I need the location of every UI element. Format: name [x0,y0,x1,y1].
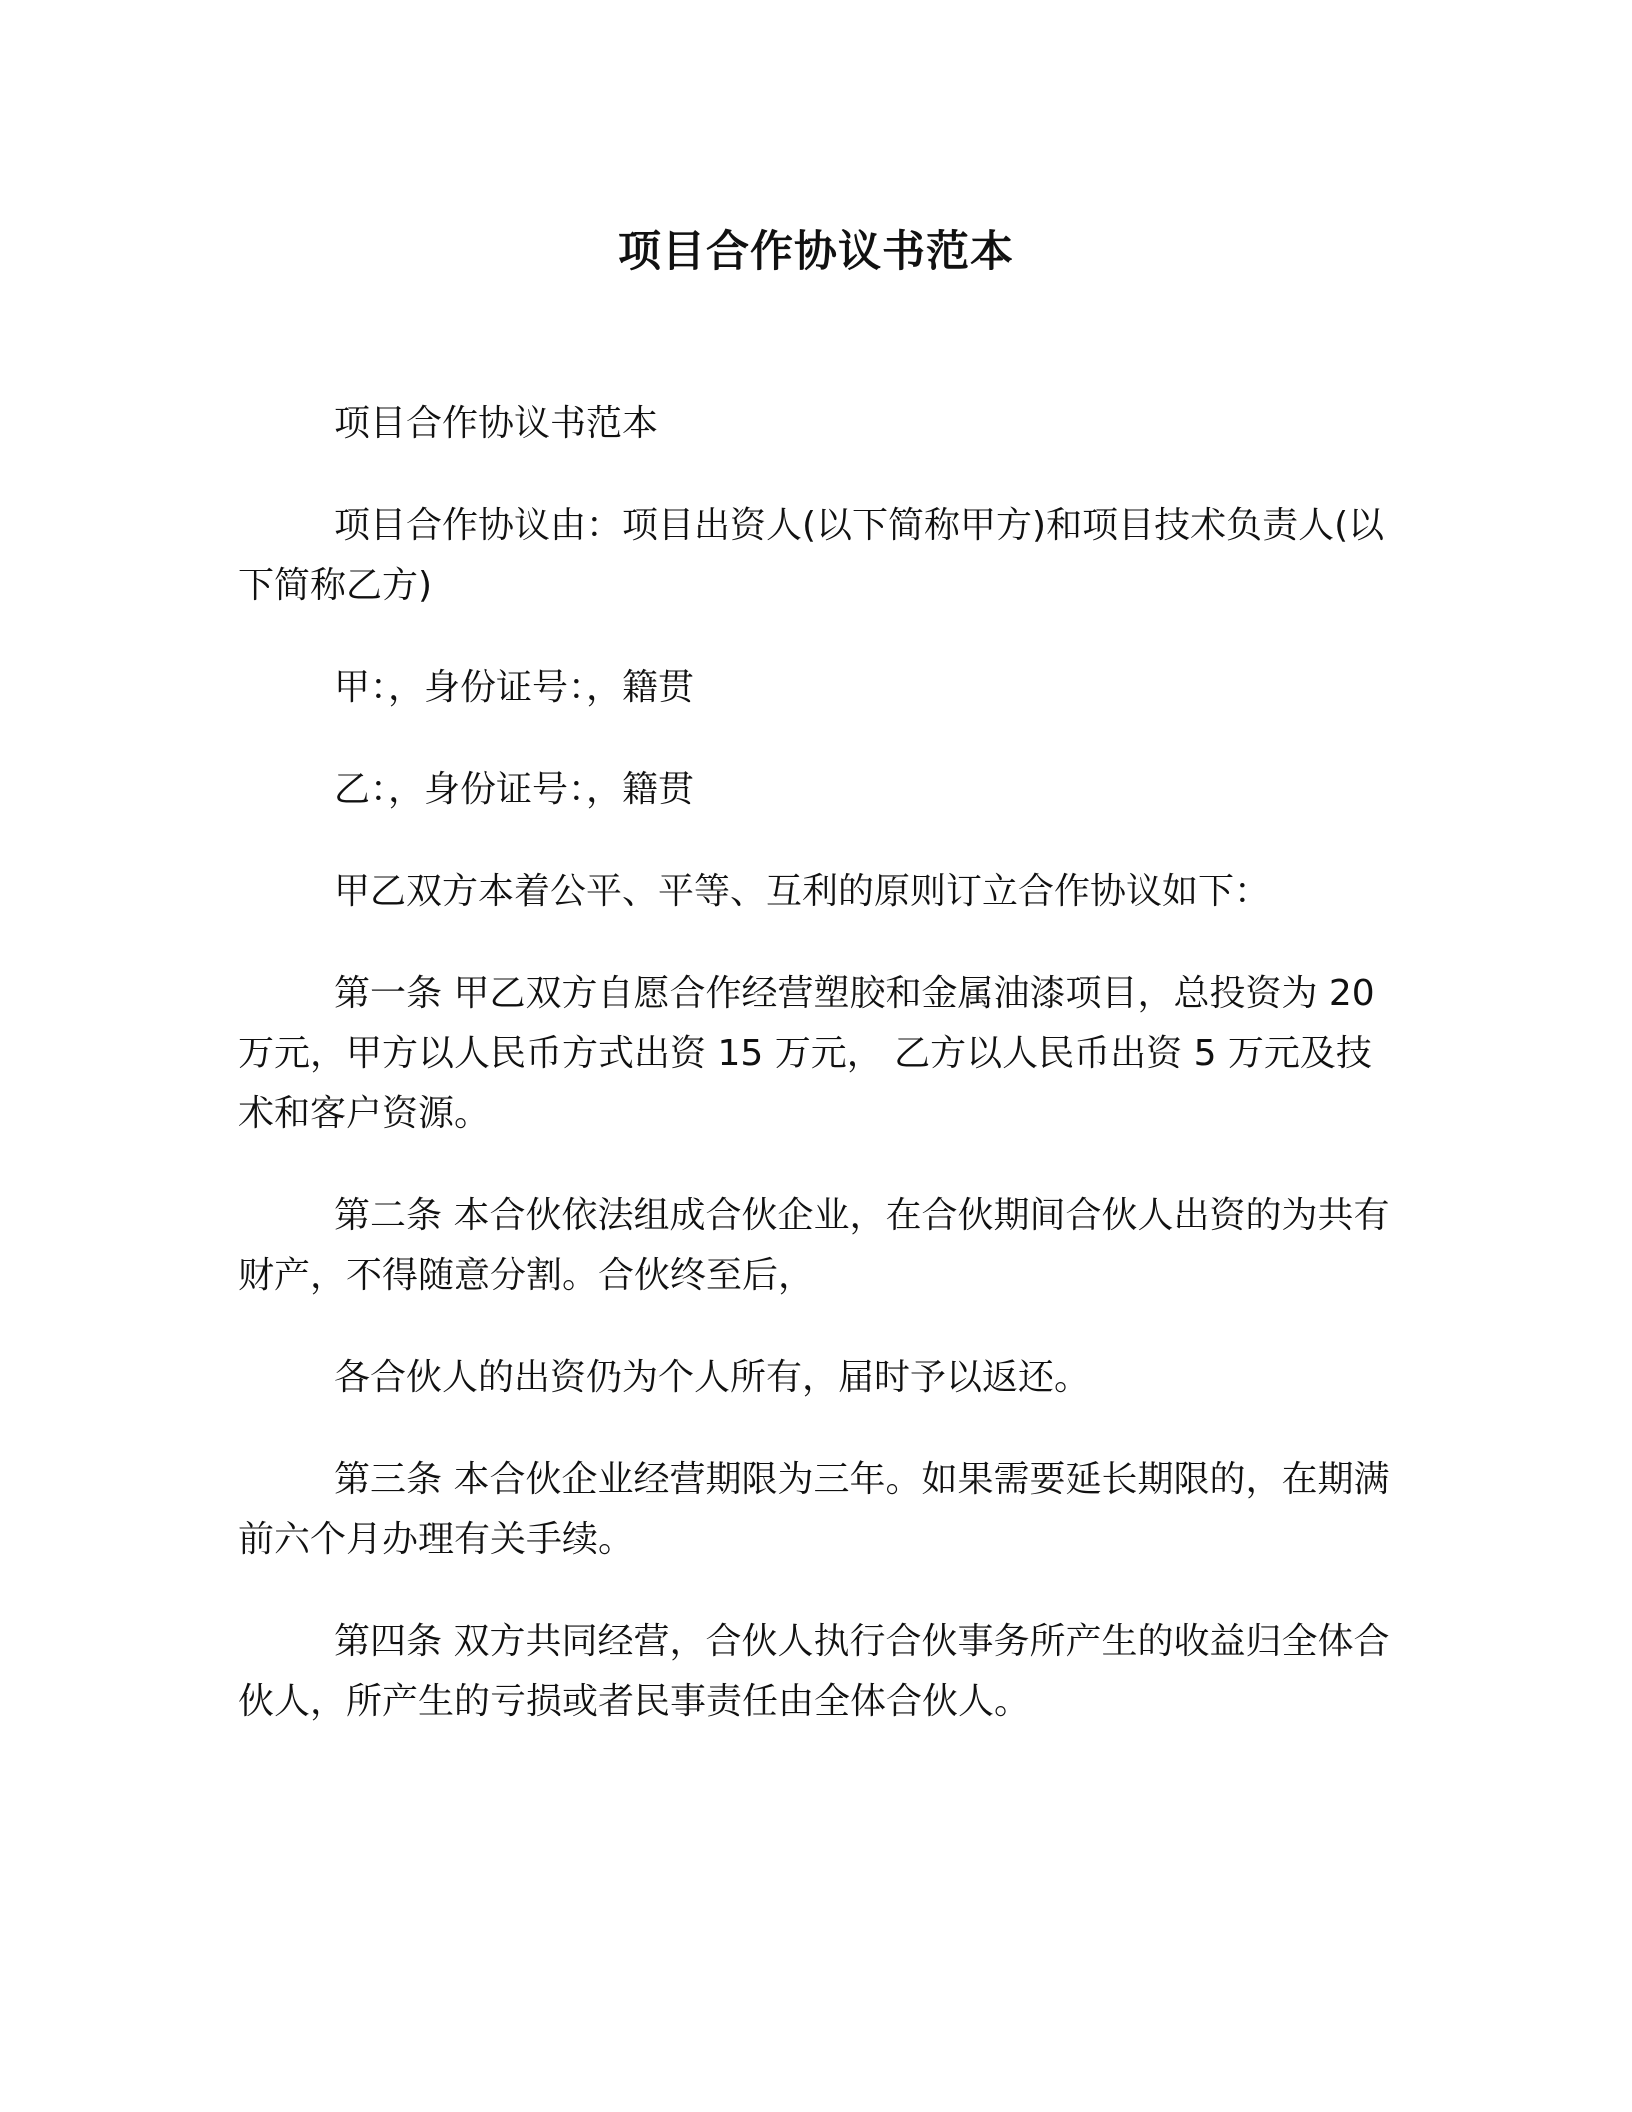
paragraph-article-2: 第二条 本合伙依法组成合伙企业，在合伙期间合伙人出资的为共有财产，不得随意分割。合伙终至后， [238,1195,1390,1296]
paragraph-article-4: 第四条 双方共同经营，合伙人执行合伙事务所产生的收益归全体合伙人，所产生的亏损或者民事责任由全体合伙人。 [238,1621,1390,1722]
paragraph-subtitle: 项目合作协议书范本 [334,403,659,444]
paragraph-party-b: 乙：，身份证号：，籍贯 [334,769,695,810]
paragraph-parties-intro: 项目合作协议由：项目出资人(以下简称甲方)和项目技术负责人(以下简称乙方) [238,505,1385,606]
document-body [238,394,1394,1774]
paragraph-article-1: 第一条 甲乙双方自愿合作经营塑胶和金属油漆项目，总投资为 20 万元，甲方以人民币方式出资 15 万元， 乙方以人民币出资 5 万元及技术和客户资源。 [238,973,1375,1134]
paragraph-article-2-cont: 各合伙人的出资仍为个人所有，届时予以返还。 [334,1357,1091,1398]
paragraph-party-a: 甲：，身份证号：，籍贯 [334,667,695,708]
document-title: 项目合作协议书范本 [618,227,1014,277]
paragraph-principles: 甲乙双方本着公平、平等、互利的原则订立合作协议如下： [334,871,1271,912]
paragraph-article-3: 第三条 本合伙企业经营期限为三年。如果需要延长期限的，在期满前六个月办理有关手续。 [238,1459,1390,1560]
